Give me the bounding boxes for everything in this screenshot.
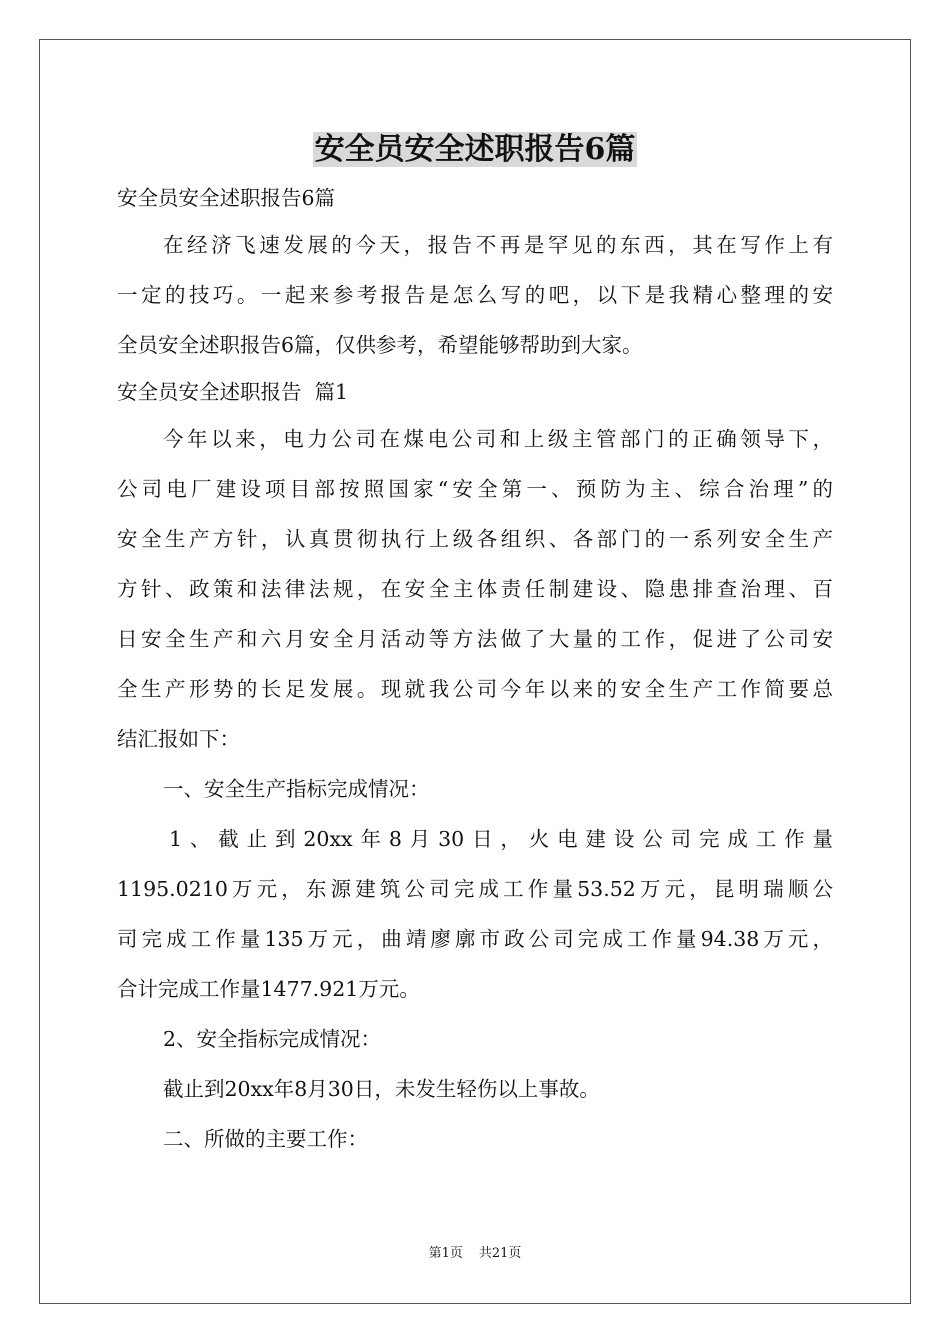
paragraph-line: 安全生产方针，认真贯彻执行上级各组织、各部门的一系列安全生产 (117, 527, 833, 551)
document-title: 安全员安全述职报告6篇 (314, 132, 636, 167)
intro-line: 全员安全述职报告6篇，仅供参考，希望能够帮助到大家。 (117, 333, 643, 357)
page-number: 第1页 (428, 1246, 463, 1261)
section-heading: 安全员安全述职报告 篇1 (117, 380, 349, 404)
subtitle-line: 安全员安全述职报告6篇 (117, 186, 336, 210)
heading-line: 二、所做的主要工作： (163, 1127, 368, 1151)
paragraph-line: 今年以来，电力公司在煤电公司和上级主管部门的正确领导下， (163, 427, 833, 451)
item-line: 合计完成工作量1477.921万元。 (117, 977, 420, 1001)
item-line: 1、截止到20xx年8月30日，火电建设公司完成工作量 (169, 827, 833, 851)
item-line: 司完成工作量135万元，曲靖廖廓市政公司完成工作量94.38万元， (117, 927, 833, 951)
paragraph-line: 公司电厂建设项目部按照国家“安全第一、预防为主、综合治理”的 (117, 477, 833, 501)
intro-line: 一定的技巧。一起来参考报告是怎么写的吧，以下是我精心整理的安 (117, 283, 833, 307)
paragraph-line: 结汇报如下： (117, 727, 240, 751)
item-line: 1195.0210万元，东源建筑公司完成工作量53.52万元，昆明瑞顺公 (117, 877, 833, 901)
item-line: 2、安全指标完成情况： (163, 1027, 382, 1051)
page-total: 共21页 (478, 1246, 522, 1261)
page-footer (0, 1244, 950, 1264)
item-line: 截止到20xx年8月30日，未发生轻伤以上事故。 (163, 1077, 600, 1101)
paragraph-line: 全生产形势的长足发展。现就我公司今年以来的安全生产工作简要总 (117, 677, 833, 701)
heading-line: 一、安全生产指标完成情况： (163, 777, 430, 801)
paragraph-line: 方针、政策和法律法规，在安全主体责任制建设、隐患排查治理、百 (117, 577, 833, 601)
paragraph-line: 日安全生产和六月安全月活动等方法做了大量的工作，促进了公司安 (117, 627, 833, 651)
document-body (117, 176, 833, 1164)
intro-line: 在经济飞速发展的今天，报告不再是罕见的东西，其在写作上有 (163, 233, 833, 257)
